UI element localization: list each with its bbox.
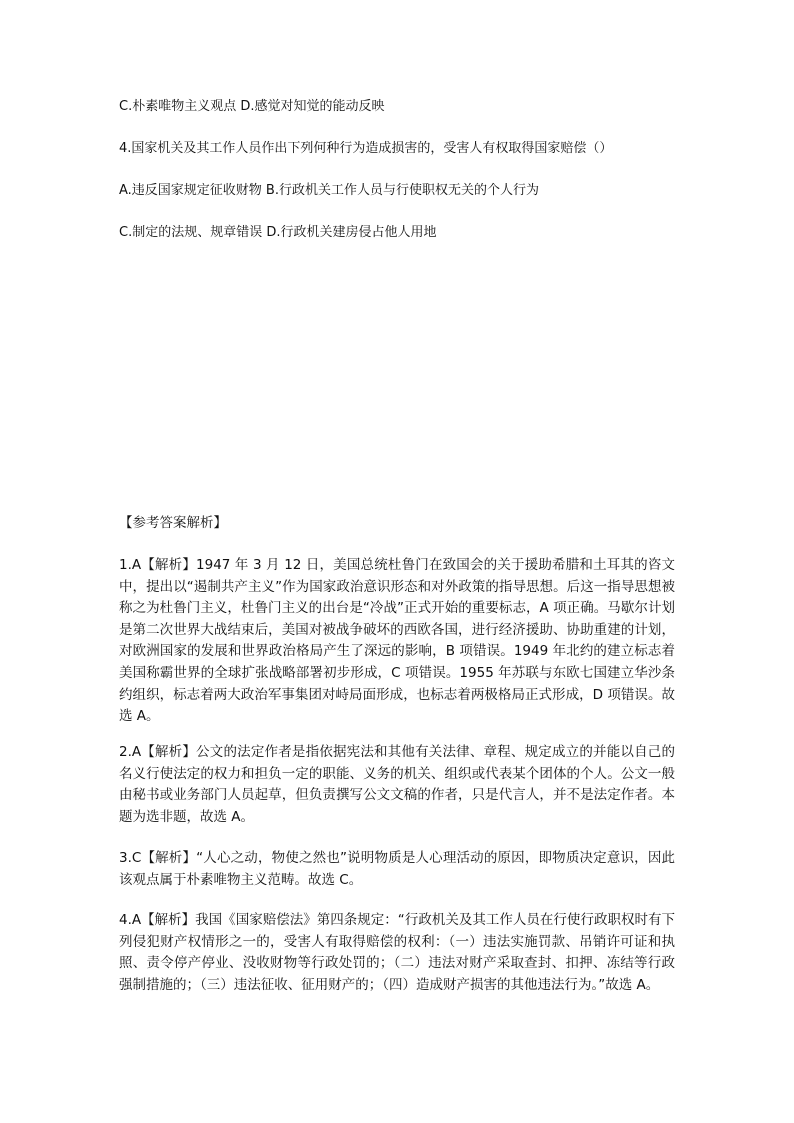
q4-options-ab: A.违反国家规定征收财物 B.行政机关工作人员与行使职权无关的个人行为 [119, 183, 539, 198]
answer-4-explanation: 4.A【解析】我国《国家赔偿法》第四条规定：“行政机关及其工作人员在行使行政职权时有下列侵犯财产权情形之一的，受害人有取得赔偿的权利：（一）违法实施罚款、吊销许可证和执照、责令停产停业、没收财物等行政处罚的；（二）违法对财产采取查封、扣押、冻结等行政强制措施的；（三）违法征收、征用财产的；（四）造成财产损害的其他违法行为。”故选 A。 [119, 912, 675, 993]
answer-section-title: 【参考答案解析】 [119, 515, 227, 531]
q4-stem: 4.国家机关及其工作人员作出下列何种行为造成损害的，受害人有权取得国家赔偿（） [119, 141, 613, 156]
answer-3-explanation: 3.C【解析】“人心之动，物使之然也”说明物质是人心理活动的原因，即物质决定意识，因此该观点属于朴素唯物主义范畴。故选 C。 [119, 850, 675, 888]
q3-options-cd: C.朴素唯物主义观点 D.感觉对知觉的能动反映 [119, 99, 385, 114]
answer-2-explanation: 2.A【解析】公文的法定作者是指依据宪法和其他有关法律、章程、规定成立的并能以自己的名义行使法定的权力和担负一定的职能、义务的机关、组织或代表某个团体的个人。公文一般由秘书或业务部门人员起草，但负责撰写公文文稿的作者，只是代言人，并不是法定作者。本题为选非题，故选 A。 [119, 744, 675, 825]
answer-1-explanation: 1.A【解析】1947 年 3 月 12 日，美国总统杜鲁门在致国会的关于援助希腊和土耳其的咨文中，提出以“遏制共产主义”作为国家政治意识形态和对外政策的指导思想。后这一指导思想被称之为杜鲁门主义，杜鲁门主义的出台是“冷战”正式开始的重要标志，A 项正确。马歇尔计划是第二次世界大战结束后，美国对被战争破坏的西欧各国，进行经济援助、协助重建的计划，对欧洲国家的发展和世界政治格局产生了深远的影响，B 项错误。1949 年北约的建立标志着美国称霸世界的全球扩张战略部署初步形成，C 项错误。1955 年苏联与东欧七国建立华沙条约组织，标志着两大政治军事集团对峙局面形成，也标志着两极格局正式形成，D 项错误。故选 A。 [119, 557, 675, 725]
q4-options-cd: C.制定的法规、规章错误 D.行政机关建房侵占他人用地 [119, 225, 437, 240]
